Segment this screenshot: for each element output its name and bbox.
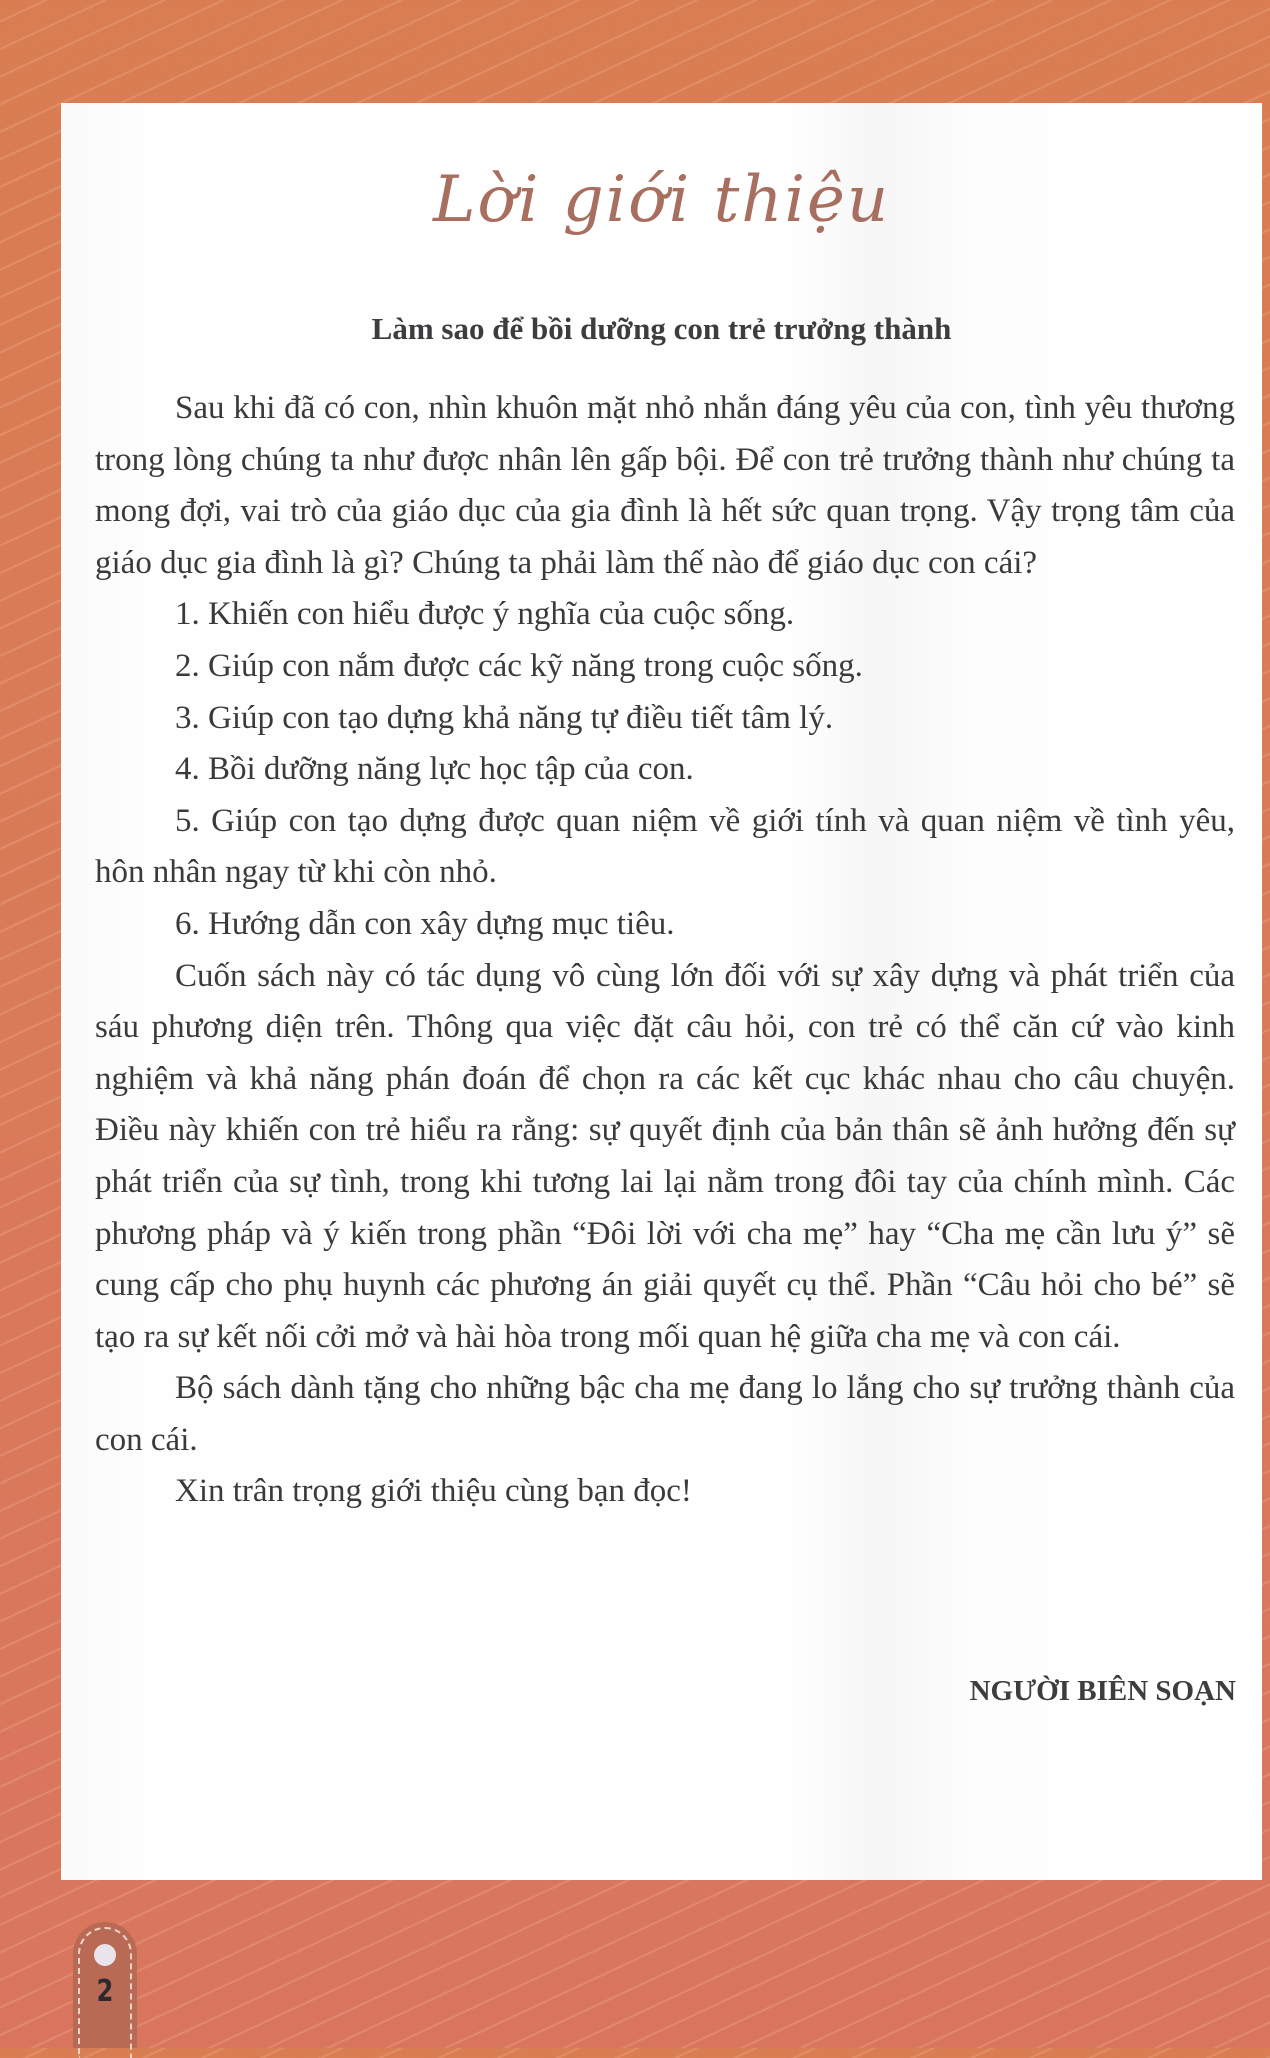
list-item-2: 2. Giúp con nắm được các kỹ năng trong cuộc sống.	[175, 647, 863, 684]
page-title: Lời giới thiệu	[432, 163, 891, 237]
list-item-6: 6. Hướng dẫn con xây dựng mục tiêu.	[175, 905, 675, 942]
paragraph-closing: Xin trân trọng giới thiệu cùng bạn đọc!	[175, 1473, 692, 1510]
page-panel	[61, 103, 1262, 1880]
list-item-3: 3. Giúp con tạo dựng khả năng tự điều tiết tâm lý.	[175, 699, 834, 736]
list-item-1: 1. Khiến con hiểu được ý nghĩa của cuộc sống.	[175, 596, 795, 633]
tag-hole-icon	[94, 1944, 116, 1966]
paragraph-dedication: Bộ sách dành tặng cho những bậc cha mẹ đang lo lắng cho sự trưởng thành của con cái.	[95, 1370, 1235, 1458]
page-number-tab	[73, 1922, 137, 2048]
paragraph-intro: Sau khi đã có con, nhìn khuôn mặt nhỏ nhắn đáng yêu của con, tình yêu thương trong lòng chúng ta như được nhân lên gấp bội. Để con trẻ trưởng thành như chúng ta mong đợi, vai trò của giáo dục của gia đình là hết sức quan trọng. Vậy trọng tâm của giáo dục gia đình là gì? Chúng ta phải làm thế nào để giáo dục con cái?	[95, 390, 1235, 581]
page-number: 2	[96, 1974, 114, 2009]
author-signature: NGƯỜI BIÊN SOẠN	[969, 1675, 1236, 1707]
body-text	[95, 383, 1235, 1518]
paragraph-book-purpose: Cuốn sách này có tác dụng vô cùng lớn đối với sự xây dựng và phát triển của sáu phương diện trên. Thông qua việc đặt câu hỏi, con trẻ có thể căn cứ vào kinh nghiệm và khả năng phán đoán để chọn ra các kết cục khác nhau cho câu chuyện. Điều này khiến con trẻ hiểu ra rằng: sự quyết định của bản thân sẽ ảnh hưởng đến sự phát triển của sự tình, trong khi tương lai lại nằm trong đôi tay của chính mình. Các phương pháp và ý kiến trong phần “Đôi lời với cha mẹ” hay “Cha mẹ cần lưu ý” sẽ cung cấp cho phụ huynh các phương án giải quyết cụ thể. Phần “Câu hỏi cho bé” sẽ tạo ra sự kết nối cởi mở và hài hòa trong mối quan hệ giữa cha mẹ và con cái.	[95, 957, 1235, 1355]
list-item-4: 4. Bồi dưỡng năng lực học tập của con.	[175, 751, 694, 788]
section-heading: Làm sao để bồi dưỡng con trẻ trưởng thành	[371, 311, 952, 346]
list-item-5: 5. Giúp con tạo dựng được quan niệm về giới tính và quan niệm về tình yêu, hôn nhân ngay từ khi còn nhỏ.	[95, 802, 1235, 891]
